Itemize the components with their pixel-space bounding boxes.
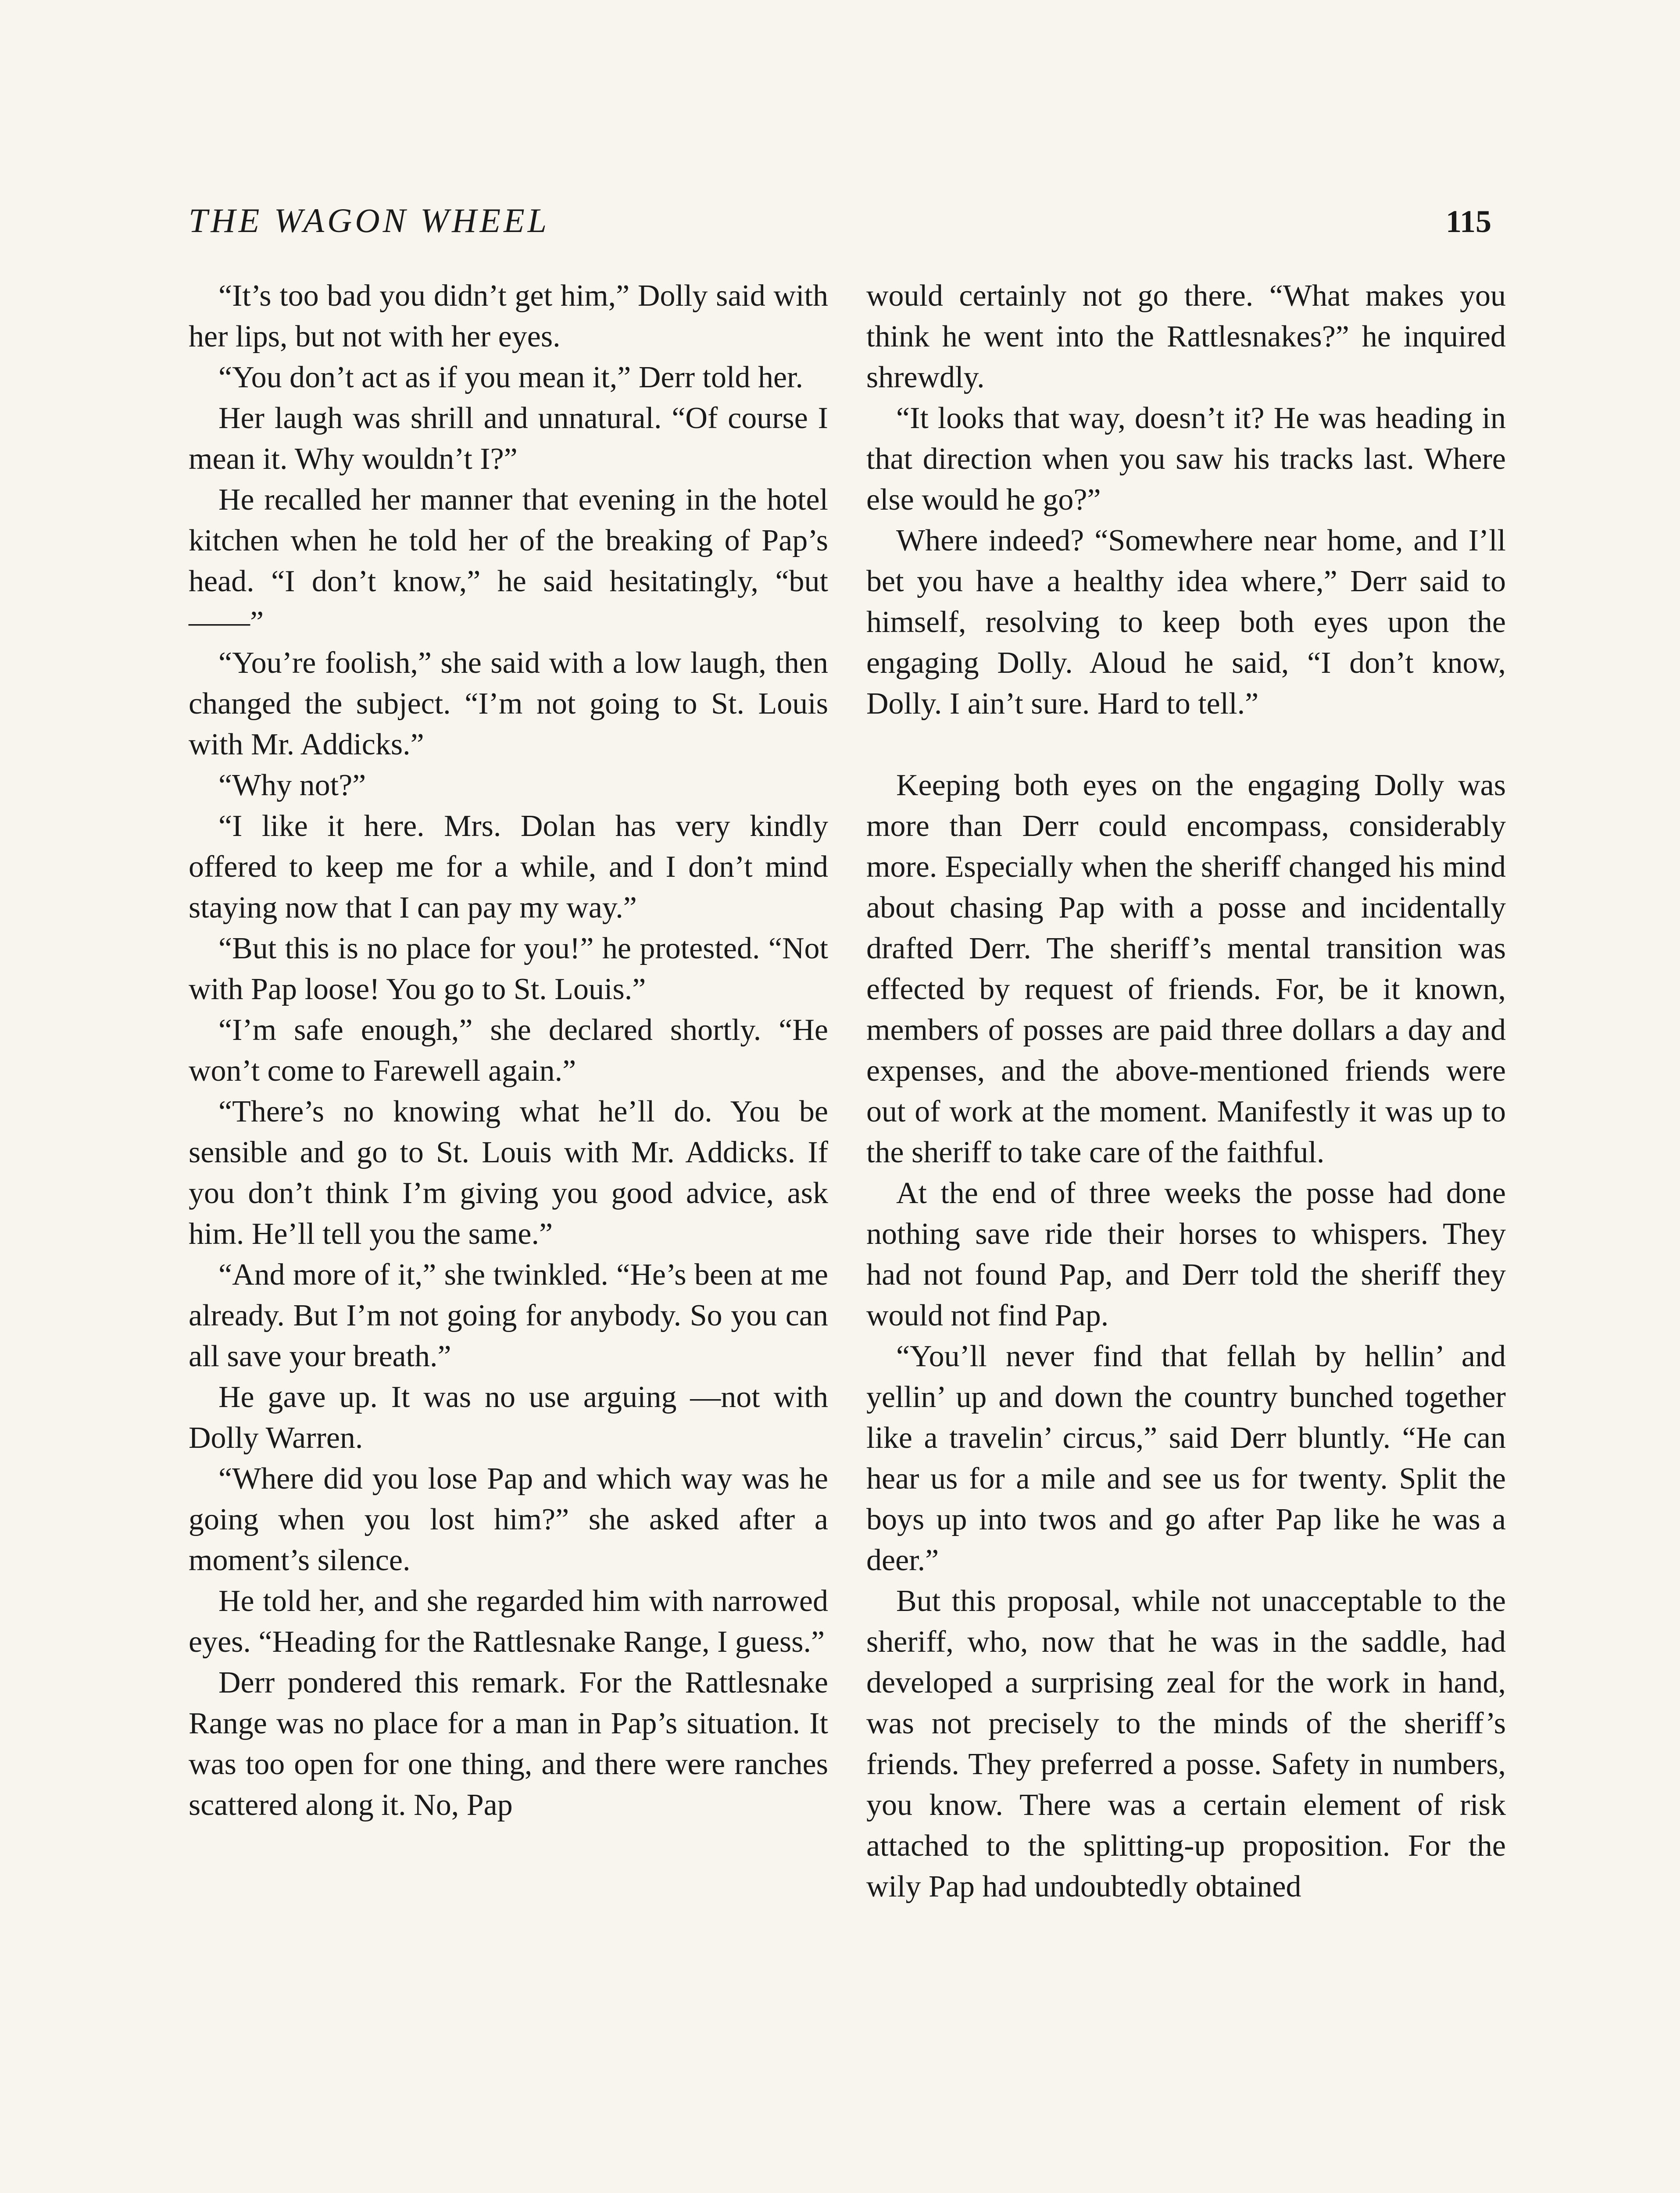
- paragraph: Her laugh was shrill and unnatural. “Of course I mean it. Why wouldn’t I?”: [189, 401, 828, 476]
- paragraph: But this proposal, while not unacceptable to the sheriff, who, now that he was in the saddle, had developed a surprising zeal for the work in hand, was not precisely to the minds of the sheriff’s friends. They preferred a posse. Safety in numbers, you know. There was a certain element of risk attached to the splitting-up proposition. For the wily Pap had undoubtedly obtained: [866, 1584, 1506, 1904]
- paragraph: Where indeed? “Somewhere near home, and I’ll bet you have a healthy idea where,” Derr said to himself, resolving to keep both eyes upon the engaging Dolly. Aloud he said, “I don’t know, Dolly. I ain’t sure. Hard to tell.”: [866, 524, 1506, 721]
- left-column: [189, 275, 828, 1825]
- paragraph: “Why not?”: [218, 768, 366, 802]
- paragraph: He recalled her manner that evening in the hotel kitchen when he told her of the breaking of Pap’s head. “I don’t know,” he said hesitatingly, “but——”: [189, 483, 828, 639]
- paragraph: “It looks that way, doesn’t it? He was heading in that direction when you saw his tracks last. Where else would he go?”: [866, 401, 1506, 517]
- paragraph: “There’s no knowing what he’ll do. You be sensible and go to St. Louis with Mr. Addicks. If you don’t think I’m giving you good advice, ask him. He’ll tell you the same.”: [189, 1095, 828, 1251]
- paragraph-continuation: would certainly not go there. “What makes you think he went into the Rattlesnakes?” he inquired shrewdly.: [866, 279, 1506, 394]
- right-column: [866, 275, 1506, 1907]
- paragraph: Keeping both eyes on the engaging Dolly was more than Derr could encompass, considerably more. Especially when the sheriff changed his mind about chasing Pap with a posse and incidentally drafted Derr. The sheriff’s mental transition was effected by request of friends. For, be it known, members of posses are paid three dollars a day and expenses, and the above-mentioned friends were out of work at the moment. Manifestly it was up to the sheriff to take care of the faithful.: [866, 768, 1506, 1169]
- paragraph: “And more of it,” she twinkled. “He’s been at me already. But I’m not going for anybody. So you can all save your breath.”: [189, 1258, 828, 1373]
- paragraph: “But this is no place for you!” he protested. “Not with Pap loose! You go to St. Louis.”: [189, 932, 828, 1006]
- paragraph: “I’m safe enough,” she declared shortly. “He won’t come to Farewell again.”: [189, 1013, 828, 1088]
- paragraph: “Where did you lose Pap and which way was he going when you lost him?” she asked after a moment’s silence.: [189, 1462, 828, 1577]
- running-title: THE WAGON WHEEL: [189, 201, 550, 239]
- paragraph: “You don’t act as if you mean it,” Derr told her.: [218, 361, 803, 394]
- page-header: [189, 201, 1491, 245]
- page-number: 115: [1445, 204, 1491, 239]
- paragraph: He gave up. It was no use arguing —not with Dolly Warren.: [189, 1380, 828, 1455]
- paragraph: “It’s too bad you didn’t get him,” Dolly said with her lips, but not with her eyes.: [189, 279, 828, 354]
- paragraph: “You’re foolish,” she said with a low laugh, then changed the subject. “I’m not going to St. Louis with Mr. Addicks.”: [189, 646, 828, 761]
- paragraph: “I like it here. Mrs. Dolan has very kindly offered to keep me for a while, and I don’t mind staying now that I can pay my way.”: [189, 809, 828, 925]
- paragraph: He told her, and she regarded him with narrowed eyes. “Heading for the Rattlesnake Range, I guess.”: [189, 1584, 828, 1659]
- paragraph: “You’ll never find that fellah by hellin’ and yellin’ up and down the country bunched together like a travelin’ circus,” said Derr bluntly. “He can hear us for a mile and see us for twenty. Split the boys up into twos and go after Pap like he was a deer.”: [866, 1339, 1506, 1577]
- paragraph: At the end of three weeks the posse had done nothing save ride their horses to whispers. They had not found Pap, and Derr told the sheriff they would not find Pap.: [866, 1176, 1506, 1332]
- paragraph: Derr pondered this remark. For the Rattlesnake Range was no place for a man in Pap’s situation. It was too open for one thing, and there were ranches scattered along it. No, Pap: [189, 1666, 828, 1822]
